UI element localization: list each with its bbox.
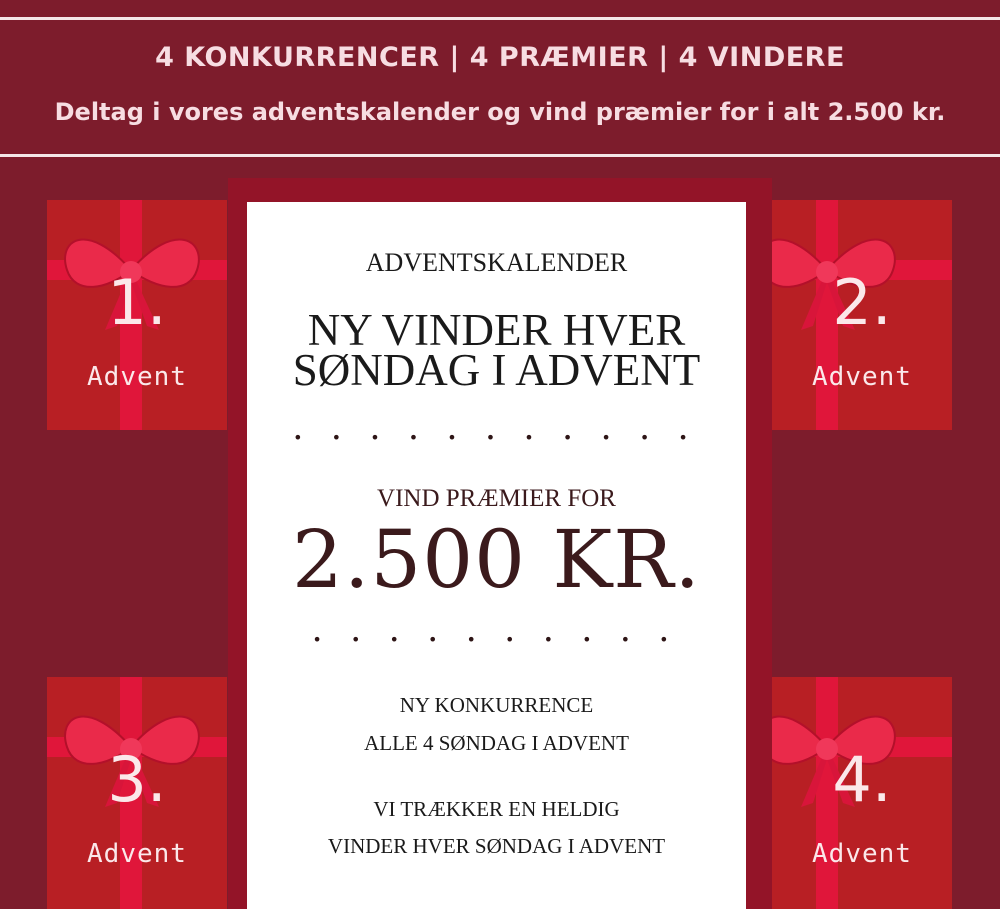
- info-line-2: ALLE 4 SØNDAG I ADVENT: [364, 731, 629, 755]
- gift-box-3: [47, 677, 227, 909]
- gift-number: 4.: [832, 743, 892, 816]
- header-bottom-rule: [0, 154, 1000, 157]
- info-line-4: VINDER HVER SØNDAG I ADVENT: [327, 834, 666, 858]
- gift-label: Advent: [812, 839, 912, 869]
- gift-box-4: [772, 677, 952, 909]
- header-top-rule: [0, 17, 1000, 20]
- gift-box-2: [772, 200, 952, 430]
- gift-number: 2.: [832, 266, 892, 339]
- info-line-3: VI TRÆKKER EN HELDIG: [373, 797, 620, 821]
- gift-number: 1.: [107, 266, 167, 339]
- card-title-line-2: SØNDAG I ADVENT: [292, 345, 701, 395]
- header-line-2: Deltag i vores adventskalender og vind præmier for i alt 2.500 kr.: [54, 98, 946, 126]
- gift-box-1: [47, 200, 227, 430]
- gift-label: Advent: [812, 362, 912, 392]
- prize-label: VIND PRÆMIER FOR: [377, 485, 616, 512]
- advent-card: [247, 202, 746, 909]
- header-line-1: 4 KONKURRENCER | 4 PRÆMIER | 4 VINDERE: [155, 42, 845, 73]
- card-title-line-1: NY VINDER HVER: [307, 305, 686, 355]
- gift-label: Advent: [87, 839, 187, 869]
- prize-amount: 2.500 KR.: [292, 513, 701, 606]
- dots-divider-bottom: • • • • • • • • • •: [312, 630, 681, 649]
- dots-divider-top: • • • • • • • • • • •: [293, 428, 700, 447]
- info-line-1: NY KONKURRENCE: [399, 693, 594, 717]
- gift-number: 3.: [107, 743, 167, 816]
- card-kicker: ADVENTSKALENDER: [365, 248, 628, 277]
- gift-label: Advent: [87, 362, 187, 392]
